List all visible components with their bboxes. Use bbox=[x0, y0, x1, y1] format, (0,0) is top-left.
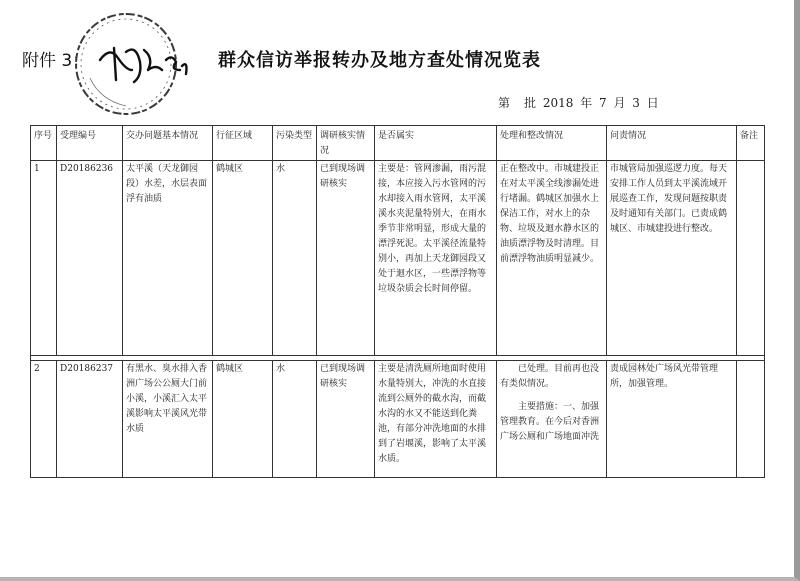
table-header-row bbox=[31, 126, 765, 161]
header-id: 受理编号 bbox=[57, 126, 123, 161]
handling-measures: 主要措施：一、加强管理教育。在今后对香洲广场公厕和广场地面冲洗 bbox=[500, 402, 600, 442]
cell-seq: 2 bbox=[31, 361, 57, 478]
header-truth: 是否属实 bbox=[375, 126, 497, 161]
batch-date: 批 2018 年 7 月 3 日 bbox=[524, 96, 659, 110]
cell-survey: 已到现场调研核实 bbox=[317, 361, 375, 478]
cell-issue: 太平溪（天龙御园段）水差，水层表面浮有油质 bbox=[123, 161, 213, 356]
cell-accountability: 责成园林处广场风光带管理所，加强管理。 bbox=[607, 361, 737, 478]
cell-seq: 1 bbox=[31, 161, 57, 356]
handling-status: 已处理。目前再也没有类似情况。 bbox=[500, 364, 600, 389]
cell-handling bbox=[497, 361, 607, 478]
cell-truth: 主要是：管网渗漏，雨污混接，本应接入污水管网的污水却接入雨水管网，太平溪溪水夹泥量特别大，在雨水季节非常明显，形成大量的漂浮死泥。太平溪径流量特别小，再加上天龙御园段又处于迴水区，一些漂浮物等垃圾杂质会长时间停留。 bbox=[375, 161, 497, 356]
cell-id: D20186236 bbox=[57, 161, 123, 356]
header-survey: 调研核实情况 bbox=[317, 126, 375, 161]
cell-survey: 已到现场调研核实 bbox=[317, 161, 375, 356]
header-seq: 序号 bbox=[31, 126, 57, 161]
cell-district: 鹤城区 bbox=[213, 161, 273, 356]
cell-id: D20186237 bbox=[57, 361, 123, 478]
cell-note bbox=[737, 361, 765, 478]
cell-note bbox=[737, 161, 765, 356]
batch-prefix: 第 bbox=[498, 96, 511, 110]
table-row bbox=[31, 361, 765, 478]
cell-accountability: 市城管局加强巡逻力度。每天安排工作人员到太平溪流域开展巡查工作，发现问题按职责及时通知有关部门。已责成鹤城区、市城建投进行整改。 bbox=[607, 161, 737, 356]
batch-line bbox=[498, 94, 659, 111]
header-accountability: 问责情况 bbox=[607, 126, 737, 161]
cell-handling: 正在整改中。市城建投正在对太平溪全线渗漏处进行堵漏。鹤城区加强水上保洁工作，对水上的杂物、垃圾及迴水静水区的油质漂浮物及时清理。目前漂浮物油质明显减少。 bbox=[497, 161, 607, 356]
cell-district: 鹤城区 bbox=[213, 361, 273, 478]
cell-type: 水 bbox=[273, 361, 317, 478]
attachment-label: 附件 3： bbox=[22, 51, 90, 71]
table-row bbox=[31, 161, 765, 356]
header-issue: 交办问题基本情况 bbox=[123, 126, 213, 161]
header-type: 污染类型 bbox=[273, 126, 317, 161]
document-title: 群众信访举报转办及地方查处情况览表 bbox=[218, 50, 541, 71]
cell-type: 水 bbox=[273, 161, 317, 356]
header-district: 行征区域 bbox=[213, 126, 273, 161]
complaint-table bbox=[30, 125, 765, 478]
handwritten-signature bbox=[96, 40, 192, 86]
header-note: 备注 bbox=[737, 126, 765, 161]
header-handling: 处理和整改情况 bbox=[497, 126, 607, 161]
cell-truth: 主要是清洗厕所地面时使用水量特别大，冲洗的水直接流到公厕外的截水沟，而截水沟的水又不能送到化粪池，有部分冲洗地面的水排到了岩堰溪，影响了太平溪水质。 bbox=[375, 361, 497, 478]
cell-issue: 有黑水、臭水排入香洲广场公公厕大门前小溪，小溪汇入太平溪影响太平溪风光带水质 bbox=[123, 361, 213, 478]
